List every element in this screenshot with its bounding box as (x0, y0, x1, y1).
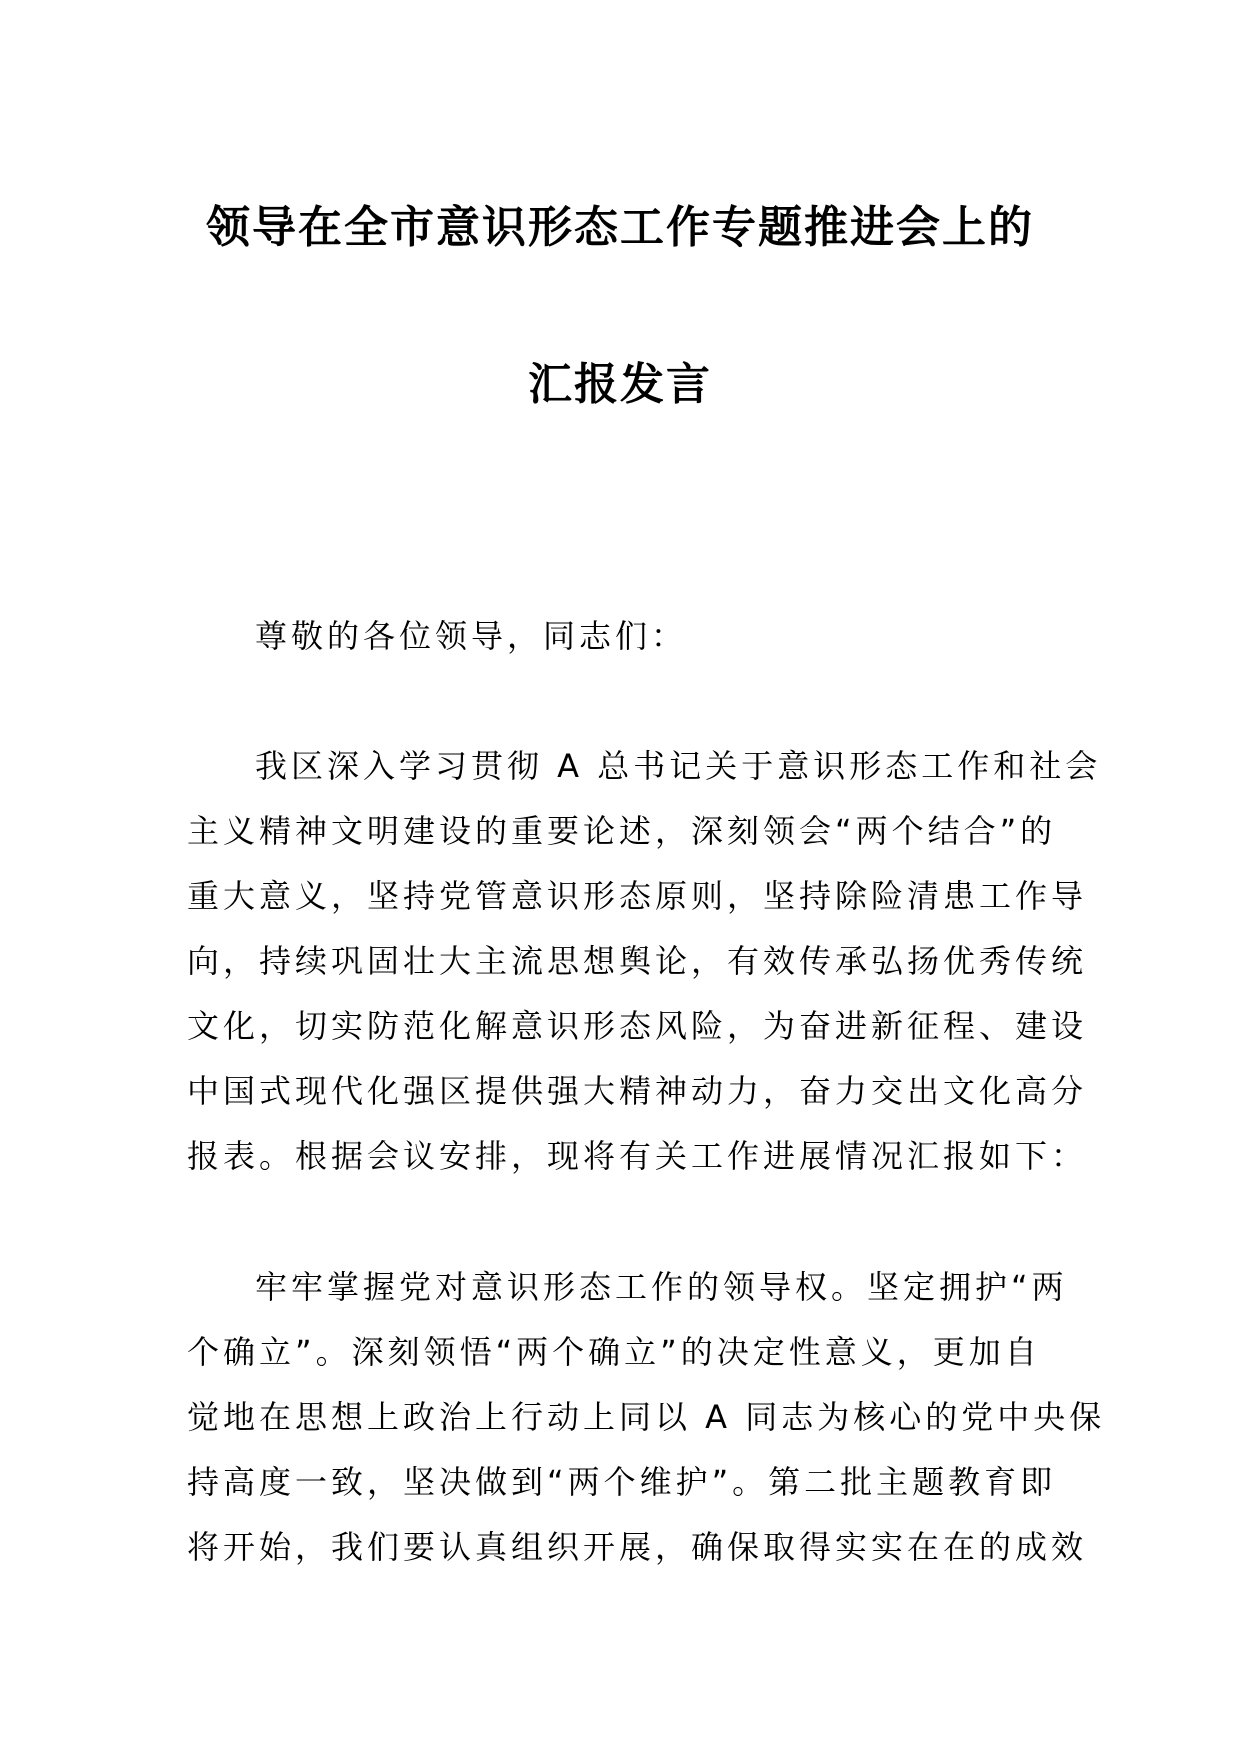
document-title-line-1: 领导在全市意识形态工作专题推进会上的 (206, 202, 1034, 253)
salutation (187, 604, 1057, 669)
paragraph-line: 将开始，我们要认真组织开展，确保取得实实在在的成效 (187, 1528, 1088, 1566)
document-title-line-2: 汇报发言 (528, 359, 712, 410)
paragraph-line: 主义精神文明建设的重要论述，深刻领会“两个结合”的 (187, 812, 1057, 850)
paragraph-line: 重大意义，坚持党管意识形态原则，坚持除险清患工作导 (187, 877, 1088, 915)
paragraph-line: 牢牢掌握党对意识形态工作的领导权。坚定拥护“两 (255, 1268, 1068, 1306)
paragraph-line: 个确立”。深刻领悟“两个确立”的决定性意义，更加自 (187, 1333, 1041, 1371)
paragraph-2 (187, 1255, 1106, 1580)
paragraph-line: 觉地在思想上政治上行动上同以 A 同志为核心的党中央保 (187, 1398, 1106, 1436)
paragraph-line: 文化，切实防范化解意识形态风险，为奋进新征程、建设 (187, 1007, 1088, 1045)
paragraph-line: 持高度一致，坚决做到“两个维护”。第二批主题教育即 (187, 1463, 1057, 1501)
paragraph-line: 我区深入学习贯彻 A 总书记关于意识形态工作和社会 (255, 747, 1102, 785)
paragraph-line: 向，持续巩固壮大主流思想舆论，有效传承弘扬优秀传统 (187, 942, 1088, 980)
paragraph-line: 中国式现代化强区提供强大精神动力，奋力交出文化高分 (187, 1072, 1088, 1110)
paragraph-1 (187, 734, 1102, 1189)
salutation-text: 尊敬的各位领导，同志们： (255, 617, 688, 655)
paragraph-line: 报表。根据会议安排，现将有关工作进展情况汇报如下： (187, 1137, 1088, 1175)
